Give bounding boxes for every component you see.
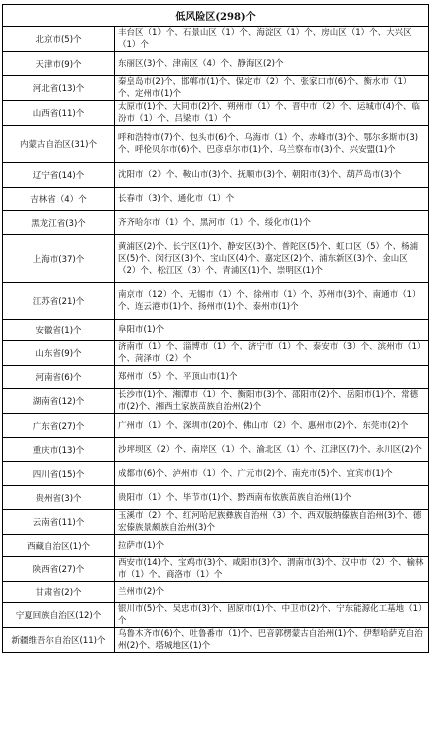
province-cell: 黑龙江省(3)个: [3, 211, 115, 235]
table-row: [3, 320, 429, 341]
cities-cell: 广州市（1）个、深圳市(20)个、佛山市（2）个、惠州市(2)个、东莞市(2)个: [115, 414, 429, 438]
cities-cell: 乌鲁木齐市(6)个、吐鲁番市（1)个、巴音郭楞蒙古自治州(1)个、伊犁哈萨克自治州(2)个、塔城地区(1)个: [115, 628, 429, 653]
table-row: [3, 235, 429, 283]
province-cell: 宁夏回族自治区(12)个: [3, 603, 115, 628]
province-cell: 江苏省(21)个: [3, 283, 115, 320]
table-body: [3, 27, 429, 653]
cities-cell: 成都市(6)个、泸州市（1）个、广元市(2)个、南充市(5)个、宜宾市(1)个: [115, 462, 429, 486]
cities-cell: 济南市（1）个、淄博市（1）个、济宁市（1）个、泰安市（3）个、滨州市（1）个、菏泽市（2）个: [115, 341, 429, 366]
cities-cell: 太原市(1)个、大同市(2)个、朔州市（1）个、晋中市（2）个、运城市(4)个、临汾市（1）个、吕梁市（1）个: [115, 101, 429, 126]
cities-cell: 南京市（12）个、无锡市（1）个、徐州市（1）个、苏州市(3)个、南通市（1）个、连云港市(1)个、扬州市(1)个、泰州市(1)个: [115, 283, 429, 320]
province-cell: 云南省(11)个: [3, 510, 115, 535]
province-cell: 安徽省(1)个: [3, 320, 115, 341]
cities-cell: 兰州市(2)个: [115, 582, 429, 603]
table-row: [3, 603, 429, 628]
table-row: [3, 462, 429, 486]
province-cell: 新疆维吾尔自治区(11)个: [3, 628, 115, 653]
cities-cell: 齐齐哈尔市（1）个、黑河市（1）个、绥化市(1)个: [115, 211, 429, 235]
cities-cell: 黄浦区(2)个、长宁区(1)个、静安区(3)个、普陀区(5)个、虹口区（5）个、杨浦区(5)个、闵行区(3)个、宝山区(4)个、嘉定区(2)个、浦东新区(3)个、金山区（2）个、松江区（3）个、青浦区(1)个、崇明区(1)个: [115, 235, 429, 283]
cities-cell: 丰台区（1）个、石景山区（1）个、海淀区（1）个、房山区（1）个、大兴区（1）个: [115, 27, 429, 52]
table-row: [3, 486, 429, 510]
province-cell: 西藏自治区(1)个: [3, 535, 115, 557]
province-cell: 辽宁省(14)个: [3, 163, 115, 188]
table-row: [3, 101, 429, 126]
province-cell: 北京市(5)个: [3, 27, 115, 52]
province-cell: 河北省(13)个: [3, 76, 115, 101]
table-row: [3, 438, 429, 462]
table-row: [3, 188, 429, 211]
table-row: [3, 389, 429, 414]
cities-cell: 东丽区(3)个、津南区（4）个、静海区(2)个: [115, 52, 429, 76]
table-row: [3, 510, 429, 535]
province-cell: 山东省(9)个: [3, 341, 115, 366]
table-row: [3, 283, 429, 320]
province-cell: 天津市(9)个: [3, 52, 115, 76]
province-cell: 湖南省(12)个: [3, 389, 115, 414]
table-row: [3, 535, 429, 557]
province-cell: 吉林省（4）个: [3, 188, 115, 211]
cities-cell: 玉溪市（2）个、红河哈尼族彝族自治州（3）个、西双版纳傣族自治州(3)个、德宏傣族景颇族自治州(3)个: [115, 510, 429, 535]
table-row: [3, 582, 429, 603]
province-cell: 内蒙古自治区(31)个: [3, 126, 115, 163]
province-cell: 上海市(37)个: [3, 235, 115, 283]
table-row: [3, 52, 429, 76]
cities-cell: 西安市(14)个、宝鸡市(3)个、咸阳市(3)个、渭南市(3)个、汉中市（2）个、榆林市（1）个、商洛市（1）个: [115, 557, 429, 582]
low-risk-area-table: [2, 4, 429, 653]
cities-cell: 呼和浩特市(7)个、包头市(6)个、乌海市（1）个、赤峰市(3)个、鄂尔多斯市(3)个、呼伦贝尔市(6)个、巴彦卓尔市(1)个、乌兰察布市(3)个、兴安盟(1)个: [115, 126, 429, 163]
cities-cell: 银川市(5)个、吴忠市(3)个、固原市(1)个、中卫市(2)个、宁东能源化工基地（1）个: [115, 603, 429, 628]
table-row: [3, 366, 429, 389]
cities-cell: 阜阳市(1)个: [115, 320, 429, 341]
table-row: [3, 126, 429, 163]
table-row: [3, 341, 429, 366]
province-cell: 甘肃省(2)个: [3, 582, 115, 603]
province-cell: 广东省(27)个: [3, 414, 115, 438]
cities-cell: 秦皇岛市(2)个、邯郸市(1)个、保定市（2）个、张家口市(6)个、衡水市（1）个、定州市(1)个: [115, 76, 429, 101]
table-row: [3, 27, 429, 52]
table-row: [3, 76, 429, 101]
province-cell: 四川省(15)个: [3, 462, 115, 486]
province-cell: 陕西省(27)个: [3, 557, 115, 582]
table-row: [3, 211, 429, 235]
table-row: [3, 163, 429, 188]
province-cell: 山西省(11)个: [3, 101, 115, 126]
cities-cell: 长沙市(1)个、湘潭市（1）个、衡阳市(3)个、邵阳市(2)个、岳阳市(1)个、常德市(2)个、湘西土家族苗族自治州(2)个: [115, 389, 429, 414]
province-cell: 贵州省(3)个: [3, 486, 115, 510]
table-title-row: [3, 5, 429, 27]
province-cell: 河南省(6)个: [3, 366, 115, 389]
cities-cell: 拉萨市(1)个: [115, 535, 429, 557]
cities-cell: 贵阳市（1）个、毕节市(1)个、黔西南布依族苗族自治州(1)个: [115, 486, 429, 510]
table-title: 低风险区(298)个: [3, 5, 429, 27]
cities-cell: 沙坪坝区（2）个、南岸区（1）个、渝北区（1）个、江津区(7)个、永川区(2)个: [115, 438, 429, 462]
province-cell: 重庆市(13)个: [3, 438, 115, 462]
cities-cell: 沈阳市（2）个、鞍山市(3)个、抚顺市(3)个、朝阳市(3)个、葫芦岛市(3)个: [115, 163, 429, 188]
table-row: [3, 628, 429, 653]
cities-cell: 长春市（3)个、通化市（1）个: [115, 188, 429, 211]
table-row: [3, 557, 429, 582]
table-row: [3, 414, 429, 438]
cities-cell: 郑州市（5）个、平顶山市(1)个: [115, 366, 429, 389]
